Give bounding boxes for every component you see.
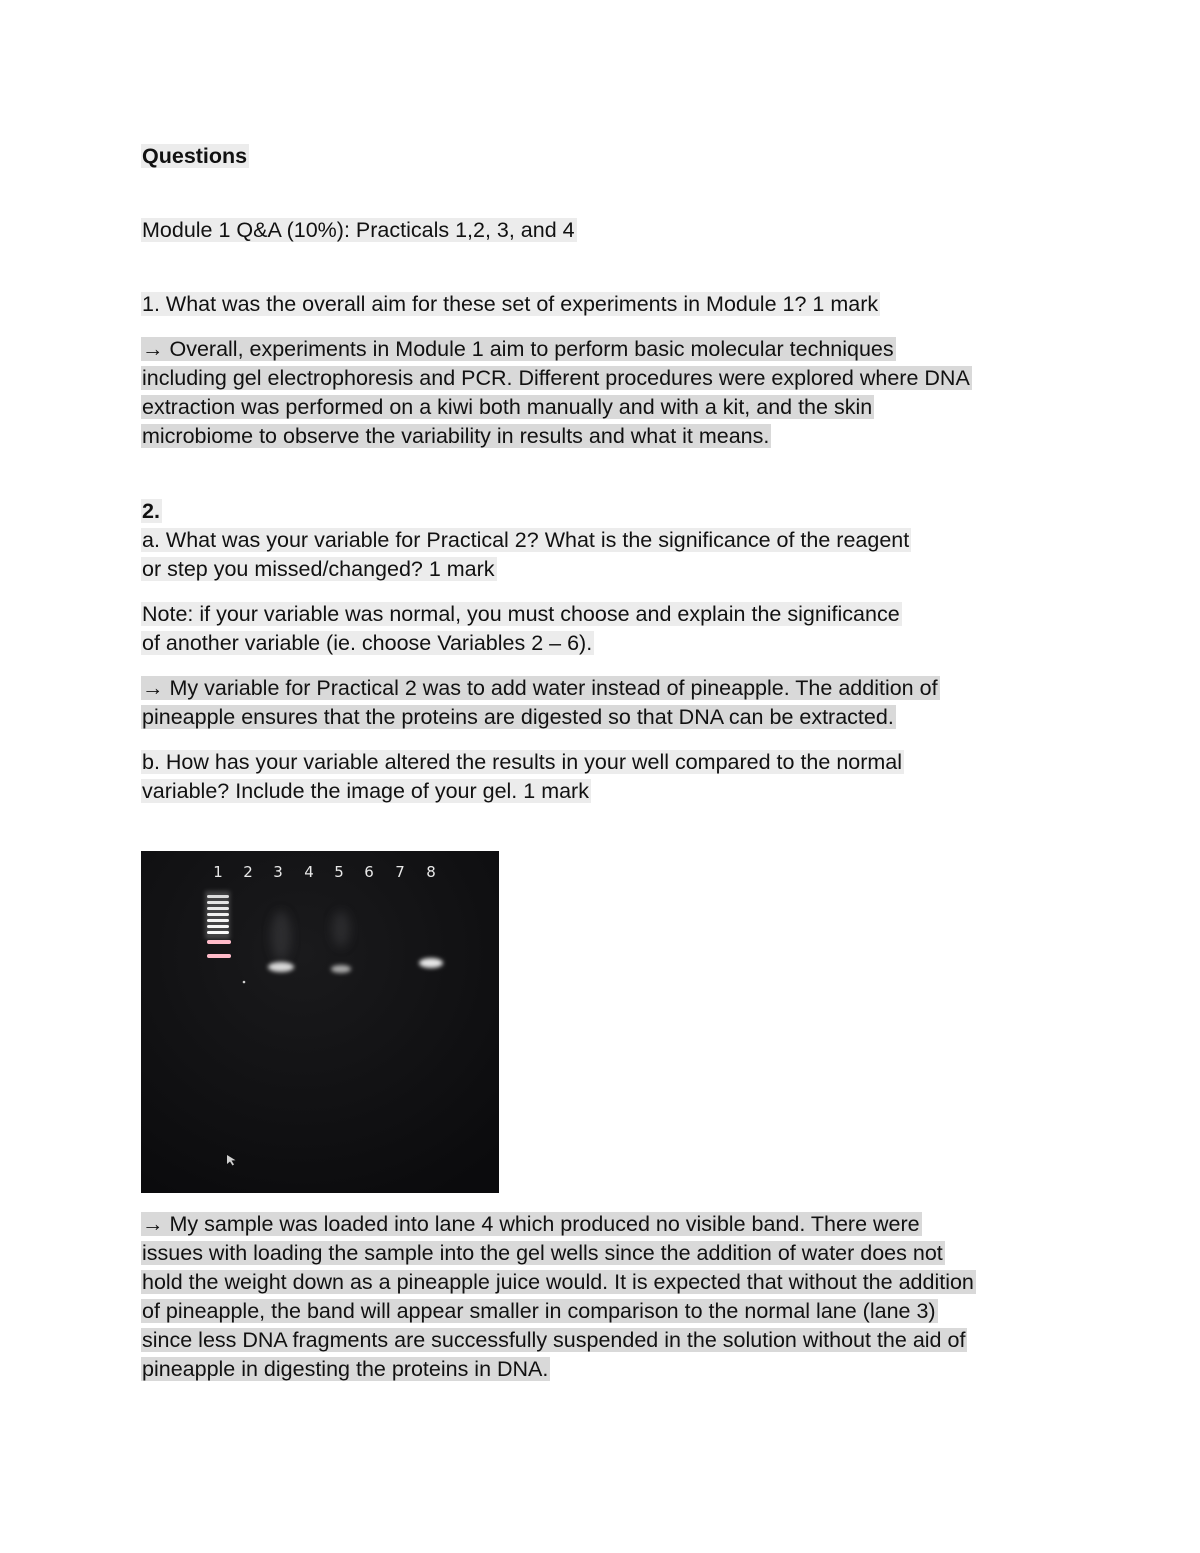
answer-2b-line (141, 1267, 976, 1297)
answer-2b-text: issues with loading the sample into the gel wells since the addition of water does not (142, 1241, 943, 1265)
answer-2a-text: pineapple ensures that the proteins are digested so that DNA can be extracted. (142, 705, 894, 729)
note-text: Note: if your variable was normal, you must choose and explain the significance (142, 602, 900, 626)
question-2-number (141, 496, 162, 526)
lane-label: 6 (364, 863, 374, 881)
lane-3-band (268, 962, 294, 972)
answer-2b-line (141, 1238, 945, 1268)
gel-electrophoresis-image (141, 851, 499, 1193)
question-2b-line (141, 776, 591, 806)
question-1 (141, 289, 880, 319)
answer-2b-line (141, 1296, 938, 1326)
answer-2b-text: pineapple in digesting the proteins in DNA. (142, 1357, 549, 1381)
answer-1-line (141, 363, 972, 393)
question-2b-text: b. How has your variable altered the results in your well compared to the normal (142, 750, 903, 774)
answer-1-line (141, 334, 896, 364)
answer-1-text: microbiome to observe the variability in results and what it means. (142, 424, 770, 448)
answer-2b-text: hold the weight down as a pineapple juice would. It is expected that without the addition (142, 1270, 974, 1294)
lane-label: 1 (213, 863, 223, 881)
question-2a-text: a. What was your variable for Practical 2? What is the significance of the reagent (142, 528, 910, 552)
heading (141, 141, 249, 171)
gel-background (141, 851, 499, 1193)
answer-2b-text: since less DNA fragments are successfully suspended in the solution without the aid of (142, 1328, 966, 1352)
answer-2a-line (141, 673, 940, 703)
lane-label: 8 (426, 863, 436, 881)
lane-label: 5 (334, 863, 344, 881)
lane-5-smear (332, 911, 350, 947)
speck (243, 981, 246, 984)
answer-2b-text: of pineapple, the band will appear smaller in comparison to the normal lane (lane 3) (142, 1299, 936, 1323)
question-2a-text: or step you missed/changed? 1 mark (142, 557, 495, 581)
answer-1-text: extraction was performed on a kiwi both manually and with a kit, and the skin (142, 395, 873, 419)
heading-text: Questions (142, 144, 248, 168)
module-title (141, 215, 577, 245)
lane-3-smear (271, 911, 291, 961)
module-title-text: Module 1 Q&A (10%): Practicals 1,2, 3, and 4 (142, 218, 575, 242)
answer-2a-text: → My variable for Practical 2 was to add water instead of pineapple. The addition of (142, 676, 938, 700)
lane-label: 3 (273, 863, 283, 881)
lane-label: 2 (243, 863, 253, 881)
answer-2b-text: → My sample was loaded into lane 4 which produced no visible band. There were (142, 1212, 920, 1236)
question-1-text: 1. What was the overall aim for these set of experiments in Module 1? 1 mark (142, 292, 879, 316)
question-2-number-text: 2. (142, 499, 160, 523)
lane-8-band (419, 958, 443, 968)
lane-label: 4 (304, 863, 314, 881)
answer-2b-line (141, 1354, 550, 1384)
answer-1-text: → Overall, experiments in Module 1 aim to perform basic molecular techniques (142, 337, 894, 361)
question-2b-line (141, 747, 904, 777)
answer-1-text: including gel electrophoresis and PCR. Different procedures were explored where DNA (142, 366, 970, 390)
question-2b-text: variable? Include the image of your gel. 1 mark (142, 779, 589, 803)
lane-label: 7 (395, 863, 405, 881)
lane-5-band (331, 965, 351, 973)
answer-2a-line (141, 702, 896, 732)
question-2a-line (141, 525, 911, 555)
note-line (141, 599, 902, 629)
question-2a-line (141, 554, 497, 584)
note-line (141, 628, 594, 658)
answer-2b-line (141, 1325, 967, 1355)
answer-1-line (141, 392, 874, 422)
note-text: of another variable (ie. choose Variables 2 – 6). (142, 631, 593, 655)
answer-1-line (141, 421, 771, 451)
answer-2b-line (141, 1209, 922, 1239)
